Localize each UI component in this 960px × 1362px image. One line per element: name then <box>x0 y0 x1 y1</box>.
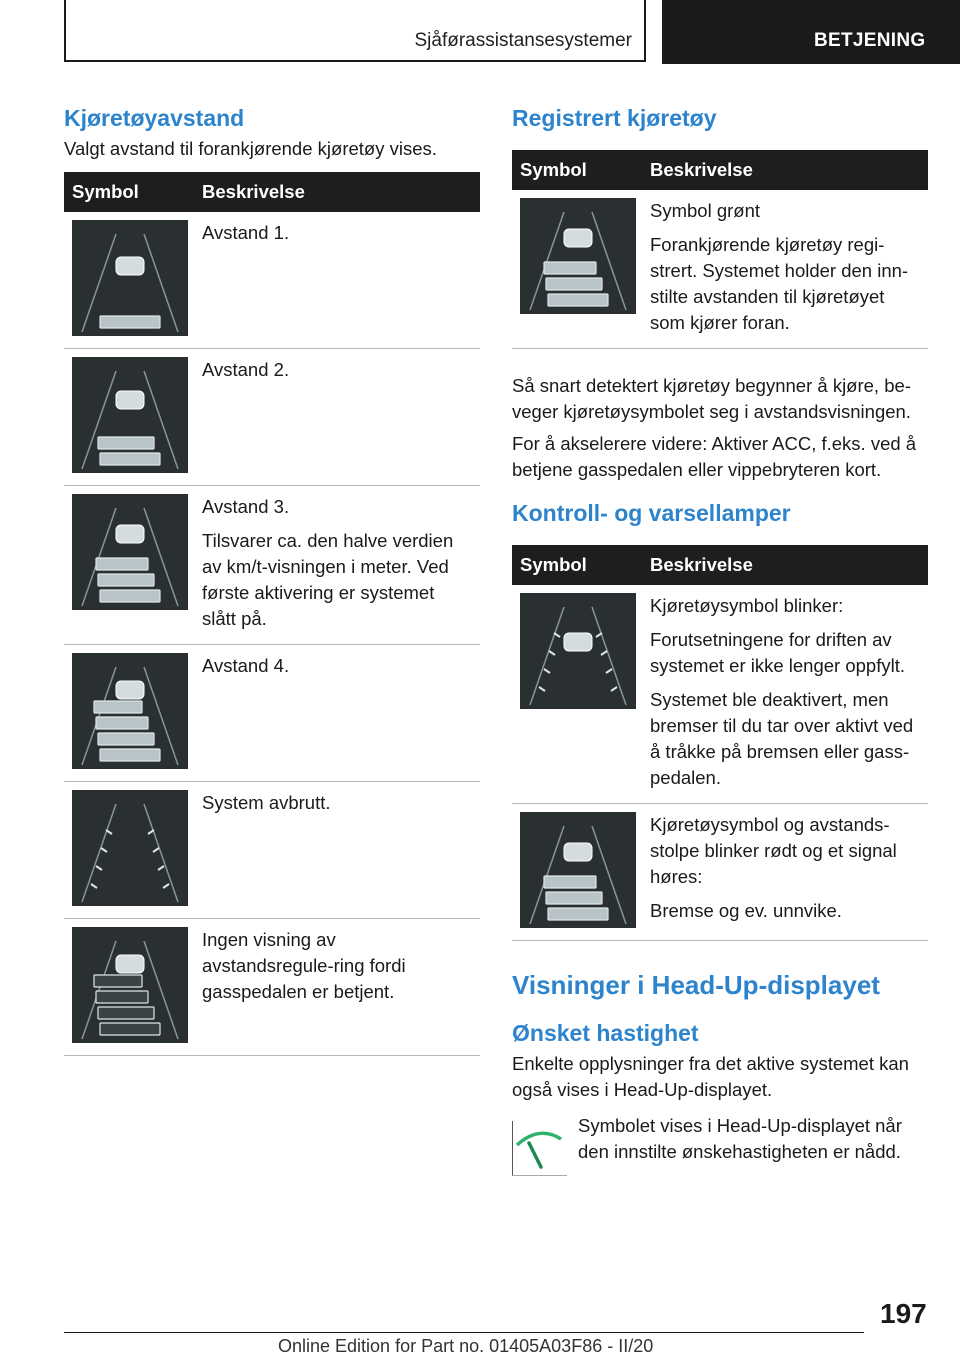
header-chapter-box <box>662 0 960 64</box>
description-cell <box>194 212 480 349</box>
description-line: Avstand 3. <box>202 496 290 517</box>
description-line: Avstand 1. <box>202 222 290 243</box>
col-header-description: Beskrivelse <box>642 150 928 190</box>
table-row <box>64 349 480 486</box>
description-line: Tilsvarer ca. den halve verdien av km/t-visningen i meter. Ved første aktivering er systemet slått på. <box>202 530 454 629</box>
section-title-distance: Kjøretøyavstand <box>64 105 245 131</box>
col-header-description: Beskrivelse <box>194 172 480 212</box>
description-cell <box>642 804 928 941</box>
description-cell <box>194 645 480 782</box>
description-cell <box>642 585 928 804</box>
right-column <box>512 100 928 1183</box>
description-cell <box>194 782 480 919</box>
description-line: Avstand 4. <box>202 655 290 676</box>
description-cell <box>642 190 928 349</box>
vehicle-detected-icon <box>520 198 636 314</box>
header-section-box <box>64 0 646 62</box>
section-title-hud: Visninger i Head-Up-displayet <box>512 970 880 1000</box>
registered-para-1: Så snart detektert kjøretøy begynner å kjøre, be-veger kjøretøysymbolet seg i avstandsvisningen. <box>512 375 911 422</box>
description-cell <box>194 919 480 1056</box>
footer-edition: Online Edition for Part no. 01405A03F86 - II/20 <box>278 1336 654 1356</box>
table-row <box>64 782 480 919</box>
hud-row <box>512 1113 928 1183</box>
system-interrupted-icon <box>72 790 188 906</box>
description-line: Symbol grønt <box>650 200 761 221</box>
symbol-cell <box>64 212 194 349</box>
col-header-symbol: Symbol <box>512 545 642 585</box>
no-regulation-icon <box>72 927 188 1043</box>
description-line: Kjøretøysymbol blinker: <box>650 595 844 616</box>
distance-table <box>64 172 480 1056</box>
header-chapter-title: BETJENING <box>814 30 926 51</box>
vehicle-red-warning-icon <box>520 812 636 928</box>
description-line: Kjøretøysymbol og avstands-stolpe blinker rødt og et signal høres: <box>650 814 897 887</box>
table-row <box>512 585 928 804</box>
symbol-cell <box>64 486 194 645</box>
description-line: Avstand 2. <box>202 359 290 380</box>
table-row <box>64 486 480 645</box>
symbol-cell <box>512 585 642 804</box>
distance-3-icon <box>72 494 188 610</box>
description-line: Systemet ble deaktivert, men bremser til du tar over aktivt ved å tråkke på bremsen eller gass-pedalen. <box>650 689 914 788</box>
subsection-title-desired-speed: Ønsket hastighet <box>512 1020 699 1046</box>
symbol-cell <box>512 804 642 941</box>
description-line: Forankjørende kjøretøy regi-strert. Systemet holder den inn-stilte avstanden til kjøretøyet som kjører foran. <box>650 234 909 333</box>
desired-speed-icon <box>512 1121 567 1176</box>
vehicle-blinking-icon <box>520 593 636 709</box>
header-section-title: Sjåførassistansesystemer <box>414 30 632 51</box>
symbol-cell <box>64 919 194 1056</box>
distance-4-icon <box>72 653 188 769</box>
description-line: Bremse og ev. unnvike. <box>650 900 842 921</box>
symbol-cell <box>64 349 194 486</box>
footer-divider <box>64 1332 864 1333</box>
description-line: Ingen visning av avstandsregule-ring fordi gasspedalen er betjent. <box>202 929 406 1002</box>
hud-text: Symbolet vises i Head-Up-displayet når den innstilte ønskehastigheten er nådd. <box>578 1115 902 1162</box>
description-cell <box>194 486 480 645</box>
left-column <box>64 100 480 1056</box>
description-cell <box>194 349 480 486</box>
col-header-symbol: Symbol <box>512 150 642 190</box>
table-row <box>64 645 480 782</box>
registered-table <box>512 150 928 349</box>
desired-speed-para: Enkelte opplysninger fra det aktive systemet kan også vises i Head-Up-displayet. <box>512 1053 909 1100</box>
section-title-lamps: Kontroll- og varsellamper <box>512 500 791 526</box>
table-row <box>64 212 480 349</box>
table-row <box>64 919 480 1056</box>
table-row <box>512 804 928 941</box>
section-title-registered: Registrert kjøretøy <box>512 105 717 131</box>
page-number: 197 <box>880 1298 927 1329</box>
description-line: System avbrutt. <box>202 792 331 813</box>
col-header-description: Beskrivelse <box>642 545 928 585</box>
description-line: Forutsetningene for driften av systemet er ikke lenger oppfylt. <box>650 629 905 676</box>
symbol-cell <box>64 645 194 782</box>
table-row <box>512 190 928 349</box>
symbol-cell <box>64 782 194 919</box>
registered-para-2: For å akselerere videre: Aktiver ACC, f.eks. ved å betjene gasspedalen eller vippebryteren kort. <box>512 433 917 480</box>
distance-1-icon <box>72 220 188 336</box>
distance-2-icon <box>72 357 188 473</box>
symbol-cell <box>512 190 642 349</box>
col-header-symbol: Symbol <box>64 172 194 212</box>
distance-intro: Valgt avstand til forankjørende kjøretøy vises. <box>64 138 437 159</box>
lamps-table <box>512 545 928 941</box>
